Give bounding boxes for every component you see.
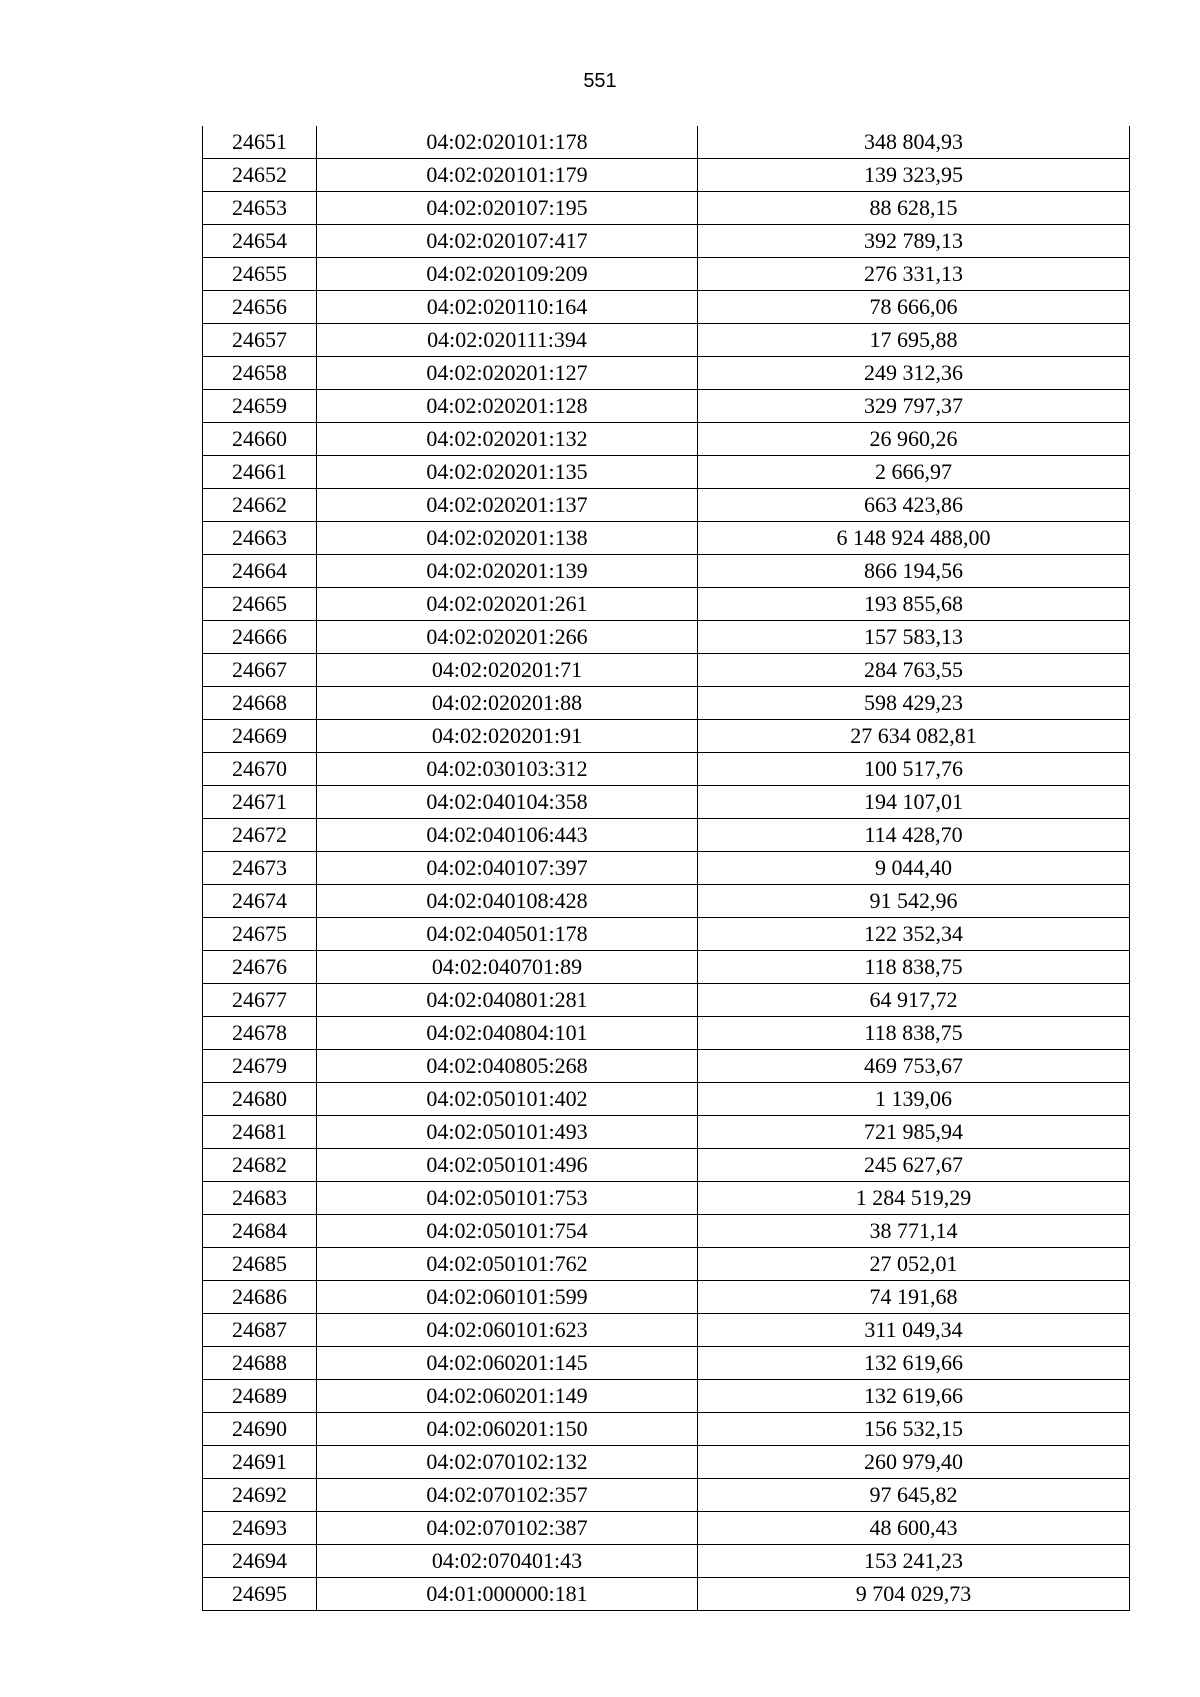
cadastral-number-cell: 04:02:020109:209 bbox=[317, 258, 698, 291]
value-cell: 91 542,96 bbox=[698, 885, 1130, 918]
row-number-cell: 24655 bbox=[203, 258, 317, 291]
page-number: 551 bbox=[583, 70, 617, 92]
value-cell: 64 917,72 bbox=[698, 984, 1130, 1017]
table-row bbox=[203, 324, 1130, 357]
row-number-cell: 24677 bbox=[203, 984, 317, 1017]
table-row bbox=[203, 192, 1130, 225]
cadastral-number-cell: 04:02:020201:261 bbox=[317, 588, 698, 621]
value-cell: 88 628,15 bbox=[698, 192, 1130, 225]
table-row bbox=[203, 1116, 1130, 1149]
value-cell: 118 838,75 bbox=[698, 951, 1130, 984]
table-row bbox=[203, 1380, 1130, 1413]
value-cell: 9 704 029,73 bbox=[698, 1578, 1130, 1611]
cadastral-number-cell: 04:02:020201:132 bbox=[317, 423, 698, 456]
row-number-cell: 24652 bbox=[203, 159, 317, 192]
row-number-cell: 24691 bbox=[203, 1446, 317, 1479]
value-cell: 6 148 924 488,00 bbox=[698, 522, 1130, 555]
value-cell: 721 985,94 bbox=[698, 1116, 1130, 1149]
value-cell: 193 855,68 bbox=[698, 588, 1130, 621]
row-number-cell: 24673 bbox=[203, 852, 317, 885]
row-number-cell: 24662 bbox=[203, 489, 317, 522]
cadastral-number-cell: 04:02:020107:417 bbox=[317, 225, 698, 258]
value-cell: 132 619,66 bbox=[698, 1380, 1130, 1413]
cadastral-number-cell: 04:02:070102:132 bbox=[317, 1446, 698, 1479]
value-cell: 48 600,43 bbox=[698, 1512, 1130, 1545]
cadastral-number-cell: 04:02:020201:135 bbox=[317, 456, 698, 489]
row-number-cell: 24666 bbox=[203, 621, 317, 654]
table-row bbox=[203, 1578, 1130, 1611]
cadastral-number-cell: 04:02:020201:91 bbox=[317, 720, 698, 753]
row-number-cell: 24667 bbox=[203, 654, 317, 687]
cadastral-number-cell: 04:02:040805:268 bbox=[317, 1050, 698, 1083]
value-cell: 392 789,13 bbox=[698, 225, 1130, 258]
row-number-cell: 24660 bbox=[203, 423, 317, 456]
value-cell: 249 312,36 bbox=[698, 357, 1130, 390]
cadastral-number-cell: 04:02:070401:43 bbox=[317, 1545, 698, 1578]
cadastral-number-cell: 04:02:060201:150 bbox=[317, 1413, 698, 1446]
row-number-cell: 24656 bbox=[203, 291, 317, 324]
value-cell: 329 797,37 bbox=[698, 390, 1130, 423]
table-row bbox=[203, 1413, 1130, 1446]
row-number-cell: 24653 bbox=[203, 192, 317, 225]
value-cell: 122 352,34 bbox=[698, 918, 1130, 951]
value-cell: 245 627,67 bbox=[698, 1149, 1130, 1182]
cadastral-number-cell: 04:02:050101:754 bbox=[317, 1215, 698, 1248]
cadastral-number-cell: 04:02:060101:623 bbox=[317, 1314, 698, 1347]
table-row bbox=[203, 1545, 1130, 1578]
data-table bbox=[202, 126, 1130, 1611]
table-row bbox=[203, 951, 1130, 984]
cadastral-number-cell: 04:02:020201:127 bbox=[317, 357, 698, 390]
row-number-cell: 24669 bbox=[203, 720, 317, 753]
table-row bbox=[203, 555, 1130, 588]
cadastral-number-cell: 04:02:020201:139 bbox=[317, 555, 698, 588]
row-number-cell: 24668 bbox=[203, 687, 317, 720]
row-number-cell: 24680 bbox=[203, 1083, 317, 1116]
value-cell: 118 838,75 bbox=[698, 1017, 1130, 1050]
row-number-cell: 24693 bbox=[203, 1512, 317, 1545]
value-cell: 348 804,93 bbox=[698, 126, 1130, 159]
table-row bbox=[203, 423, 1130, 456]
row-number-cell: 24687 bbox=[203, 1314, 317, 1347]
row-number-cell: 24684 bbox=[203, 1215, 317, 1248]
cadastral-number-cell: 04:02:060101:599 bbox=[317, 1281, 698, 1314]
cadastral-number-cell: 04:02:020201:88 bbox=[317, 687, 698, 720]
table-row bbox=[203, 1314, 1130, 1347]
table-row bbox=[203, 984, 1130, 1017]
value-cell: 78 666,06 bbox=[698, 291, 1130, 324]
table-row bbox=[203, 1083, 1130, 1116]
row-number-cell: 24674 bbox=[203, 885, 317, 918]
cadastral-number-cell: 04:02:020201:71 bbox=[317, 654, 698, 687]
cadastral-number-cell: 04:02:020201:266 bbox=[317, 621, 698, 654]
cadastral-number-cell: 04:02:020201:137 bbox=[317, 489, 698, 522]
row-number-cell: 24657 bbox=[203, 324, 317, 357]
table-row bbox=[203, 1479, 1130, 1512]
table-row bbox=[203, 1512, 1130, 1545]
row-number-cell: 24682 bbox=[203, 1149, 317, 1182]
value-cell: 27 052,01 bbox=[698, 1248, 1130, 1281]
cadastral-number-cell: 04:02:020201:128 bbox=[317, 390, 698, 423]
cadastral-number-cell: 04:02:050101:402 bbox=[317, 1083, 698, 1116]
row-number-cell: 24665 bbox=[203, 588, 317, 621]
table-row bbox=[203, 786, 1130, 819]
cadastral-number-cell: 04:02:020101:179 bbox=[317, 159, 698, 192]
row-number-cell: 24654 bbox=[203, 225, 317, 258]
table-row bbox=[203, 225, 1130, 258]
table-row bbox=[203, 720, 1130, 753]
cadastral-number-cell: 04:02:050101:762 bbox=[317, 1248, 698, 1281]
value-cell: 311 049,34 bbox=[698, 1314, 1130, 1347]
table-row bbox=[203, 918, 1130, 951]
table-row bbox=[203, 159, 1130, 192]
value-cell: 276 331,13 bbox=[698, 258, 1130, 291]
table-row bbox=[203, 258, 1130, 291]
table-row bbox=[203, 588, 1130, 621]
table-body bbox=[203, 126, 1130, 1611]
row-number-cell: 24688 bbox=[203, 1347, 317, 1380]
value-cell: 27 634 082,81 bbox=[698, 720, 1130, 753]
cadastral-number-cell: 04:02:060201:149 bbox=[317, 1380, 698, 1413]
row-number-cell: 24663 bbox=[203, 522, 317, 555]
cadastral-number-cell: 04:02:050101:493 bbox=[317, 1116, 698, 1149]
cadastral-number-cell: 04:02:040104:358 bbox=[317, 786, 698, 819]
table-row bbox=[203, 1215, 1130, 1248]
cadastral-number-cell: 04:02:040108:428 bbox=[317, 885, 698, 918]
value-cell: 1 284 519,29 bbox=[698, 1182, 1130, 1215]
value-cell: 866 194,56 bbox=[698, 555, 1130, 588]
cadastral-number-cell: 04:02:020110:164 bbox=[317, 291, 698, 324]
table-row bbox=[203, 1347, 1130, 1380]
value-cell: 284 763,55 bbox=[698, 654, 1130, 687]
row-number-cell: 24675 bbox=[203, 918, 317, 951]
row-number-cell: 24681 bbox=[203, 1116, 317, 1149]
cadastral-number-cell: 04:02:020201:138 bbox=[317, 522, 698, 555]
row-number-cell: 24679 bbox=[203, 1050, 317, 1083]
value-cell: 598 429,23 bbox=[698, 687, 1130, 720]
row-number-cell: 24671 bbox=[203, 786, 317, 819]
row-number-cell: 24695 bbox=[203, 1578, 317, 1611]
cadastral-number-cell: 04:02:050101:753 bbox=[317, 1182, 698, 1215]
table-row bbox=[203, 1248, 1130, 1281]
cadastral-number-cell: 04:02:020101:178 bbox=[317, 126, 698, 159]
value-cell: 153 241,23 bbox=[698, 1545, 1130, 1578]
row-number-cell: 24686 bbox=[203, 1281, 317, 1314]
table-row bbox=[203, 852, 1130, 885]
cadastral-number-cell: 04:02:030103:312 bbox=[317, 753, 698, 786]
table-row bbox=[203, 885, 1130, 918]
row-number-cell: 24685 bbox=[203, 1248, 317, 1281]
cadastral-number-cell: 04:02:070102:357 bbox=[317, 1479, 698, 1512]
cadastral-number-cell: 04:02:070102:387 bbox=[317, 1512, 698, 1545]
value-cell: 97 645,82 bbox=[698, 1479, 1130, 1512]
cadastral-number-cell: 04:02:040107:397 bbox=[317, 852, 698, 885]
row-number-cell: 24694 bbox=[203, 1545, 317, 1578]
table-row bbox=[203, 1281, 1130, 1314]
value-cell: 74 191,68 bbox=[698, 1281, 1130, 1314]
value-cell: 100 517,76 bbox=[698, 753, 1130, 786]
table-row bbox=[203, 819, 1130, 852]
table-row bbox=[203, 654, 1130, 687]
value-cell: 663 423,86 bbox=[698, 489, 1130, 522]
value-cell: 132 619,66 bbox=[698, 1347, 1130, 1380]
table-row bbox=[203, 1446, 1130, 1479]
row-number-cell: 24664 bbox=[203, 555, 317, 588]
value-cell: 26 960,26 bbox=[698, 423, 1130, 456]
cadastral-number-cell: 04:02:050101:496 bbox=[317, 1149, 698, 1182]
cadastral-number-cell: 04:02:020107:195 bbox=[317, 192, 698, 225]
row-number-cell: 24683 bbox=[203, 1182, 317, 1215]
cadastral-number-cell: 04:02:040106:443 bbox=[317, 819, 698, 852]
value-cell: 157 583,13 bbox=[698, 621, 1130, 654]
row-number-cell: 24661 bbox=[203, 456, 317, 489]
cadastral-number-cell: 04:02:040801:281 bbox=[317, 984, 698, 1017]
table-row bbox=[203, 390, 1130, 423]
value-cell: 139 323,95 bbox=[698, 159, 1130, 192]
value-cell: 114 428,70 bbox=[698, 819, 1130, 852]
value-cell: 38 771,14 bbox=[698, 1215, 1130, 1248]
value-cell: 260 979,40 bbox=[698, 1446, 1130, 1479]
cadastral-number-cell: 04:02:020111:394 bbox=[317, 324, 698, 357]
table-row bbox=[203, 753, 1130, 786]
table-row bbox=[203, 1017, 1130, 1050]
data-table-container bbox=[202, 126, 1129, 1611]
value-cell: 469 753,67 bbox=[698, 1050, 1130, 1083]
table-row bbox=[203, 126, 1130, 159]
table-row bbox=[203, 1182, 1130, 1215]
table-row bbox=[203, 357, 1130, 390]
value-cell: 194 107,01 bbox=[698, 786, 1130, 819]
row-number-cell: 24651 bbox=[203, 126, 317, 159]
row-number-cell: 24676 bbox=[203, 951, 317, 984]
row-number-cell: 24690 bbox=[203, 1413, 317, 1446]
table-row bbox=[203, 291, 1130, 324]
table-row bbox=[203, 1050, 1130, 1083]
value-cell: 156 532,15 bbox=[698, 1413, 1130, 1446]
row-number-cell: 24659 bbox=[203, 390, 317, 423]
table-row bbox=[203, 456, 1130, 489]
row-number-cell: 24678 bbox=[203, 1017, 317, 1050]
row-number-cell: 24658 bbox=[203, 357, 317, 390]
row-number-cell: 24672 bbox=[203, 819, 317, 852]
table-row bbox=[203, 489, 1130, 522]
value-cell: 17 695,88 bbox=[698, 324, 1130, 357]
cadastral-number-cell: 04:02:060201:145 bbox=[317, 1347, 698, 1380]
row-number-cell: 24670 bbox=[203, 753, 317, 786]
cadastral-number-cell: 04:01:000000:181 bbox=[317, 1578, 698, 1611]
cadastral-number-cell: 04:02:040804:101 bbox=[317, 1017, 698, 1050]
table-row bbox=[203, 687, 1130, 720]
cadastral-number-cell: 04:02:040501:178 bbox=[317, 918, 698, 951]
value-cell: 1 139,06 bbox=[698, 1083, 1130, 1116]
value-cell: 9 044,40 bbox=[698, 852, 1130, 885]
table-row bbox=[203, 621, 1130, 654]
row-number-cell: 24689 bbox=[203, 1380, 317, 1413]
row-number-cell: 24692 bbox=[203, 1479, 317, 1512]
value-cell: 2 666,97 bbox=[698, 456, 1130, 489]
table-row bbox=[203, 522, 1130, 555]
table-row bbox=[203, 1149, 1130, 1182]
cadastral-number-cell: 04:02:040701:89 bbox=[317, 951, 698, 984]
